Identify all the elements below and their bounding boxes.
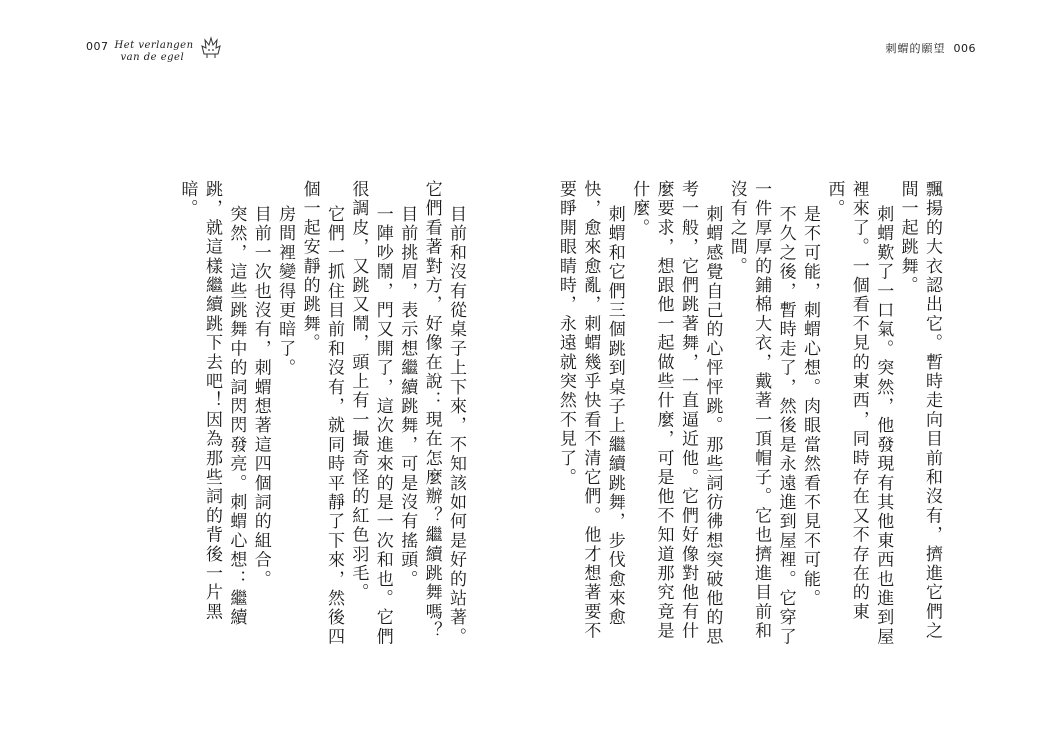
paragraph: 突然，這些跳舞中的詞閃閃發亮。刺蝟心想：繼續跳，就這樣繼續跳下去吧！因為那些詞的背後一片黑暗。: [177, 180, 247, 628]
paragraph: 刺蝟和它們三個跳到桌子上繼續跳舞，步伐愈來愈快，愈來愈亂，刺蝟幾乎快看不清它們。他才想著要不要睜開眼睛時，永遠就突然不見了。: [555, 180, 625, 641]
paragraph: 飄揚的大衣認出它。暫時走向目前和沒有，擠進它們之間一起跳舞。: [897, 180, 942, 641]
left-page: [128, 180, 468, 650]
paragraph: 它們一抓住目前和沒有，就同時平靜了下來，然後四個一起安靜的跳舞。: [299, 180, 344, 647]
chinese-book-title: 刺蝟的願望: [885, 42, 946, 55]
right-page-text: [554, 180, 945, 650]
paragraph: 一陣吵鬧，門又開了，這次進來的是一次和也。它們很調皮，又跳又鬧，頭上有一撮奇怪的紅色羽毛。: [348, 180, 393, 647]
hedgehog-icon: [200, 36, 222, 60]
paragraph: 是不可能，刺蝟心想。肉眼當然看不見不可能。: [799, 204, 820, 608]
right-page: [555, 180, 944, 650]
dutch-title-line2: van de egel: [120, 52, 185, 63]
dutch-book-title: [115, 40, 194, 64]
right-page-number: 006: [953, 41, 976, 55]
paragraph: 目前挑眉，表示想繼續跳舞，可是沒有搖頭。: [397, 204, 418, 589]
dutch-title-line1: Het verlangen: [114, 40, 194, 51]
left-page-header: [86, 40, 222, 64]
paragraph: 刺蝟感覺自己的心怦怦跳。那些詞彷彿想突破他的思考一般，它們跳著舞，一直逼近他。它們好像對他有什麼要求，想跟他一起做些什麼，可是他不知道那究竟是什麼。: [629, 180, 723, 647]
paragraph: 目前一次也沒有，刺蝟想著這四個詞的組合。: [250, 204, 271, 589]
paragraph: 房間裡變得更暗了。: [275, 204, 296, 378]
paragraph: 不久之後，暫時走了，然後是永遠進到屋裡。它穿了一件厚厚的鋪棉大衣，戴著一頂帽子。它也擠進目前和沒有之間。: [726, 180, 796, 647]
paragraph: 刺蝟歎了一口氣。突然，他發現有其他東西也進到屋裡來了。一個看不見的東西，同時存在又不存在的東西。: [824, 180, 894, 647]
left-page-text: [175, 180, 468, 650]
right-page-header: [886, 40, 977, 56]
paragraph: 目前和沒有從桌子上下來，不知該如何是好的站著。它們看著對方，好像在說：現在怎麼辦？繼續跳舞嗎？: [421, 180, 466, 647]
left-page-number: 007: [86, 40, 109, 53]
